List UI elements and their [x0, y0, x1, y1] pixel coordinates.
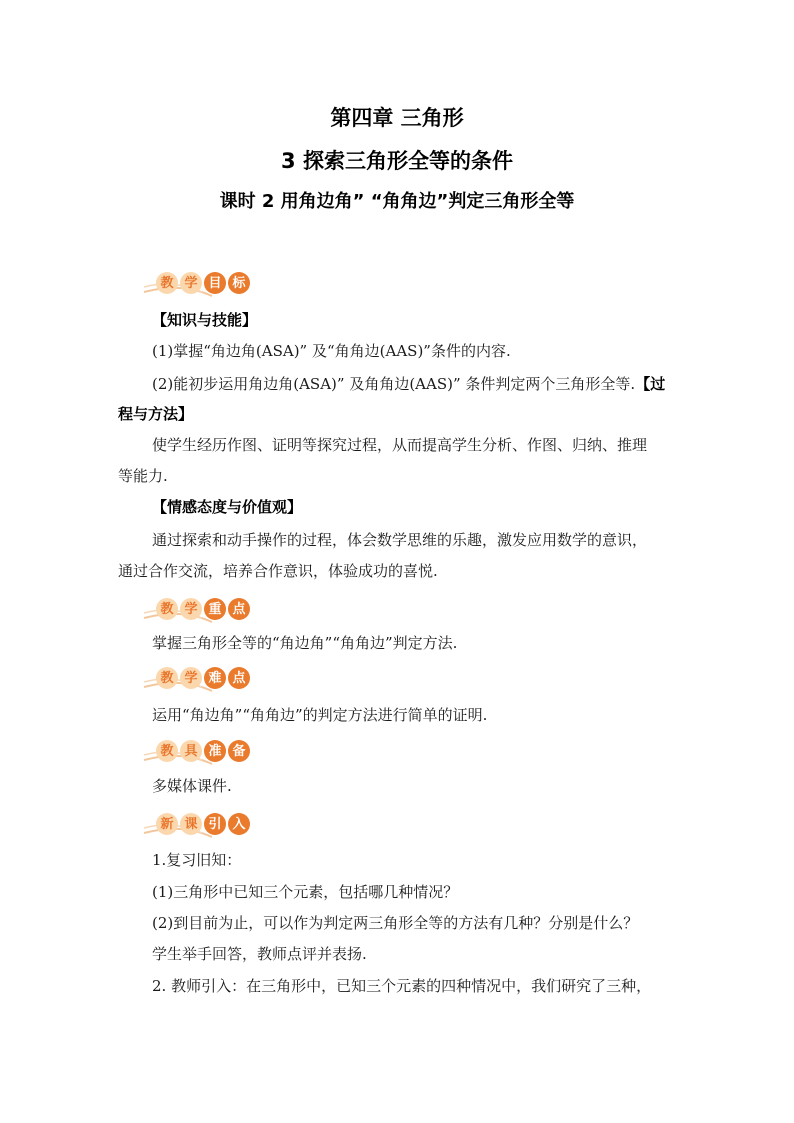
tools-text: 多媒体课件.: [152, 777, 232, 795]
banner-char: 教: [156, 272, 178, 294]
banner-char: 难: [204, 667, 226, 689]
chapter-title: 第四章 三角形: [330, 106, 464, 130]
banner-char: 准: [204, 740, 226, 762]
emotion-text-line-2: 通过合作交流，培养合作意识，体验成功的喜悦.: [118, 562, 438, 580]
intro-question-1: (1)三角形中已知三个元素，包括哪几种情况？: [152, 883, 459, 901]
intro-item-1: 1.复习旧知：: [152, 851, 242, 869]
banner-char: 新: [156, 813, 178, 835]
banner-char: 教: [156, 667, 178, 689]
knowledge-item-1: (1)掌握“角边角(ASA)” 及“角角边(AAS)”条件的内容.: [152, 342, 511, 360]
knowledge-item-2-text: (2)能初步运用角边角(ASA)” 及角角边(AAS)” 条件判定两个三角形全等.: [152, 375, 636, 393]
banner-char: 目: [204, 272, 226, 294]
process-text-line-1: 使学生经历作图、证明等探究过程，从而提高学生分析、作图、归纳、推理: [152, 436, 648, 454]
banner-char: 具: [180, 740, 202, 762]
banner-char: 备: [228, 740, 250, 762]
process-text-line-2: 等能力.: [118, 467, 168, 485]
banner-char: 引: [204, 813, 226, 835]
section-title: 3 探索三角形全等的条件: [281, 149, 513, 173]
banner-char: 重: [204, 598, 226, 620]
emotion-heading: 【情感态度与价值观】: [152, 498, 303, 516]
banner-char: 教: [156, 740, 178, 762]
knowledge-heading: 【知识与技能】: [152, 311, 258, 329]
difficult-points-text: 运用“角边角”“角角边”的判定方法进行简单的证明.: [152, 706, 488, 724]
intro-response: 学生举手回答，教师点评并表扬.: [152, 945, 367, 963]
key-points-text: 掌握三角形全等的“角边角”“角角边”判定方法.: [152, 634, 458, 652]
banner-char: 学: [180, 667, 202, 689]
banner-char: 点: [228, 667, 250, 689]
process-heading-start: 【过: [635, 375, 666, 393]
intro-item-2: 2. 教师引入：在三角形中，已知三个元素的四种情况中，我们研究了三种，: [152, 977, 652, 995]
emotion-text-line-1: 通过探索和动手操作的过程，体会数学思维的乐趣，激发应用数学的意识，: [152, 531, 648, 549]
knowledge-item-2: [152, 374, 712, 394]
banner-char: 学: [180, 272, 202, 294]
banner-char: 学: [180, 598, 202, 620]
banner-char: 标: [228, 272, 250, 294]
banner-char: 点: [228, 598, 250, 620]
banner-char: 教: [156, 598, 178, 620]
intro-question-2: (2)到目前为止，可以作为判定两三角形全等的方法有几种？分别是什么？: [152, 914, 639, 932]
process-heading: 程与方法】: [118, 405, 194, 423]
banner-char: 入: [228, 813, 250, 835]
lesson-title: 课时 2 用角边角” “角角边”判定三角形全等: [219, 191, 575, 212]
banner-char: 课: [180, 813, 202, 835]
